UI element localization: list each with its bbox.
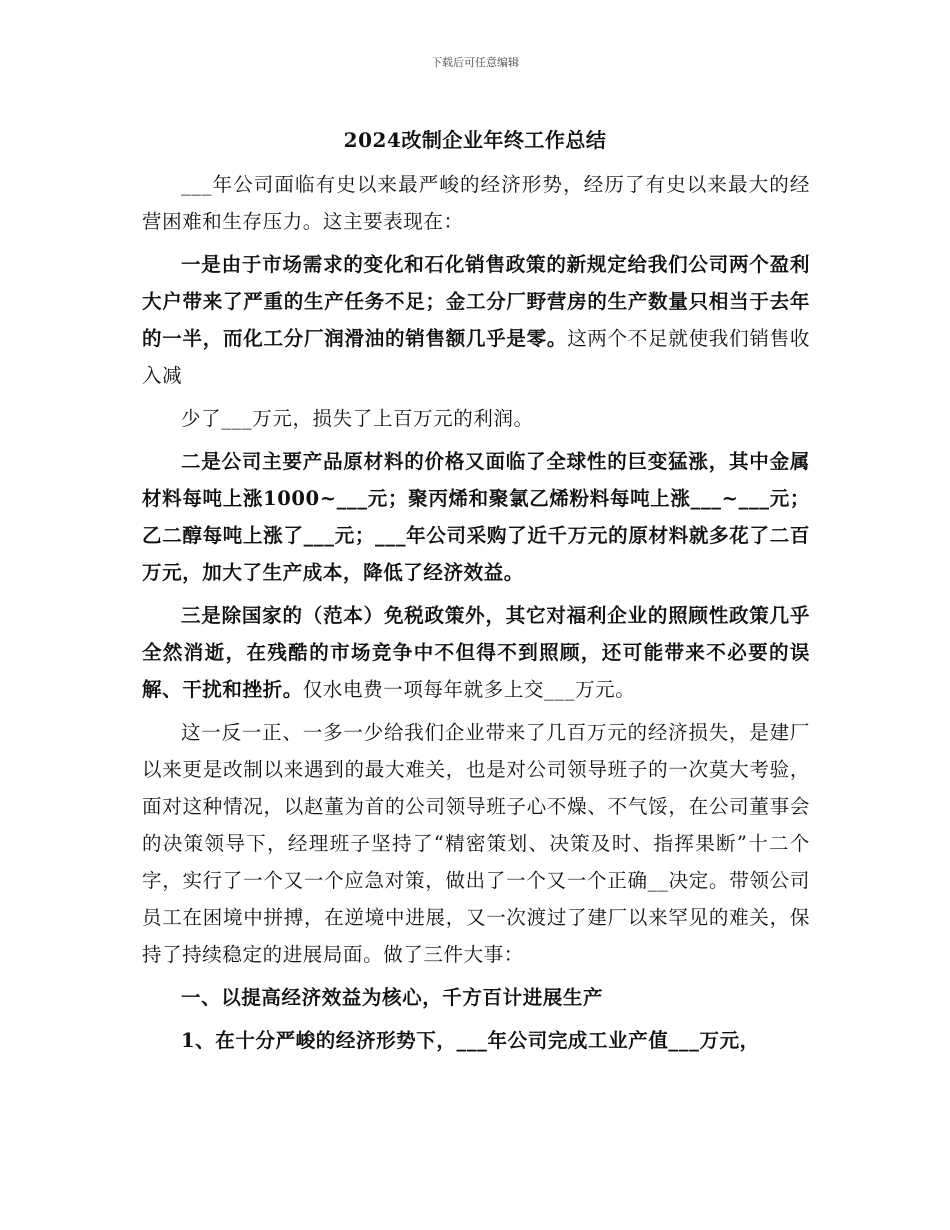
paragraph-loss: 少了___万元，损失了上百万元的利润。 <box>181 407 534 430</box>
page-header: 下载后可任意编辑 <box>431 56 519 69</box>
section-heading-one: 一、以提高经济效益为核心，千方百计进展生产 <box>181 986 604 1009</box>
document-body <box>142 166 810 1059</box>
document-title: 2024改制企业年终工作总结 <box>343 128 607 152</box>
paragraph-intro: ___年公司面临有史以来最严峻的经济形势，经历了有史以来最大的经营困难和生存压力。这主要表现在： <box>142 173 810 233</box>
paragraph-summary: 这一反一正、一多一少给我们企业带来了几百万元的经济损失，是建厂以来更是改制以来遇到的最大难关，也是对公司领导班子的一次莫大考验，面对这种情况，以赵董为首的公司领导班子心不燥、不气馁，在公司董事会的决策领导下，经理班子坚持了“精密策划、决策及时、指挥果断”十二个字，实行了一个又一个应急对策，做出了一个又一个正确__决定。带领公司员工在困境中拼搏，在逆境中进展，又一次渡过了建厂以来罕见的难关，保持了持续稳定的进展局面。做了三件大事： <box>142 721 810 966</box>
paragraph-point-one-bold: 一是由于市场需求的变化和石化销售政策的新规定给我们公司两个盈利大户带来了严重的生产任务不足；金工分厂野营房的生产数量只相当于去年的一半，而化工分厂润滑油的销售额几乎是零。 <box>142 253 810 350</box>
paragraph-point-three-bold: 三是除国家的（范本）免税政策外，其它对福利企业的照顾性政策几乎全然消逝，在残酷的市场竞争中不但得不到照顾，还可能带来不必要的误解、干扰和挫折。 <box>142 604 810 701</box>
paragraph-point-three-rest: 仅水电费一项每年就多上交___万元。 <box>302 678 636 701</box>
paragraph-item-one: 1、在十分严峻的经济形势下，___年公司完成工业产值___万元， <box>181 1029 760 1052</box>
paragraph-point-three <box>142 597 810 708</box>
paragraph-point-one-rest: 这两个不足就使我们销售收入减 <box>142 327 810 387</box>
paragraph-point-one <box>142 246 810 394</box>
paragraph-point-two: 二是公司主要产品原材料的价格又面临了全球性的巨变猛涨，其中金属材料每吨上涨1000~___元；聚丙烯和聚氯乙烯粉料每吨上涨___~___元；乙二醇每吨上涨了___元；___年公司采购了近千万元的原材料就多花了二百万元，加大了生产成本，降低了经济效益。 <box>142 450 810 584</box>
